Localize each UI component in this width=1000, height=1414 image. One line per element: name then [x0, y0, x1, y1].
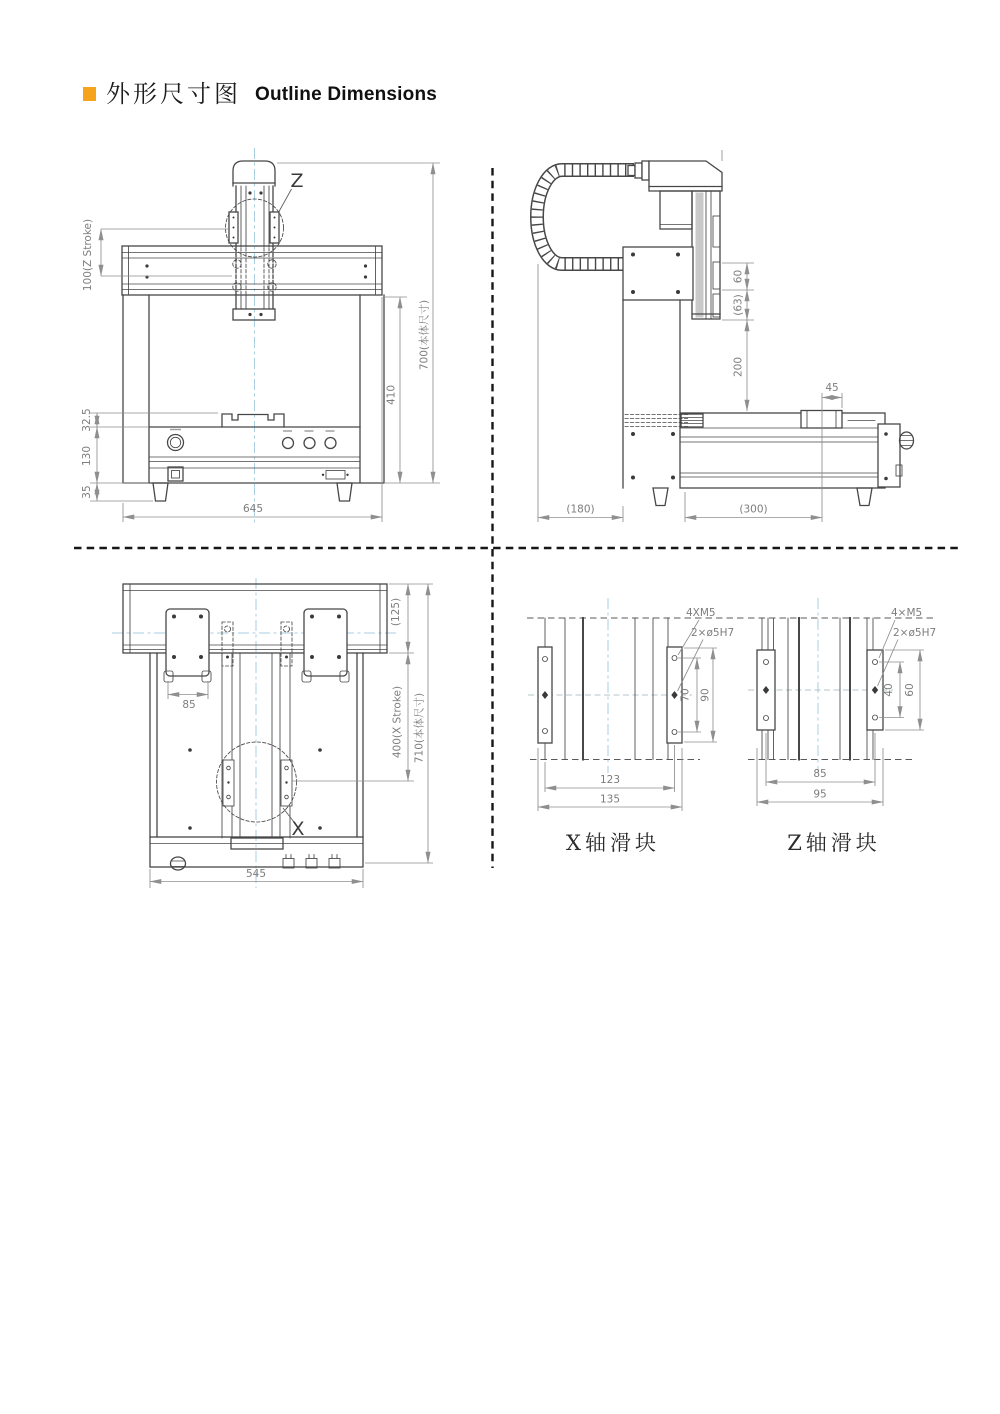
dim-85: 85	[182, 699, 196, 711]
dim-135: 135	[599, 793, 621, 806]
cable-chain	[537, 170, 634, 264]
dim-x-stroke: 400(X Stroke)	[391, 685, 404, 759]
dim-63: (63)	[732, 294, 745, 316]
z-block-rails	[757, 618, 883, 760]
z-block-callout-pin: 2×ø5H7	[893, 627, 937, 639]
x-block-phantom-lines	[527, 618, 745, 760]
front-panel-micro-labels	[170, 430, 335, 432]
dim-545: 545	[245, 868, 267, 880]
dim-70: 70	[679, 688, 692, 702]
dim-410: 410	[385, 384, 398, 406]
dim-130: 130	[81, 445, 93, 467]
dim-710-body: 710(本体尺寸)	[413, 692, 426, 764]
x-slider-block	[527, 598, 745, 855]
x-block-callout-m5: 4XM5	[686, 607, 716, 619]
dim-300: (300)	[739, 503, 768, 516]
z-block-callout-m5: 4×M5	[891, 607, 923, 619]
section-title-zh: 外形尺寸图	[106, 80, 241, 108]
z-block-dimensions	[757, 620, 924, 806]
dim-32-5: 32.5	[81, 408, 93, 432]
dim-95: 95	[813, 788, 827, 801]
side-dimensions	[538, 263, 842, 522]
z-slider-block	[748, 598, 936, 855]
side-machine-outline	[623, 161, 914, 506]
top-view	[112, 578, 433, 888]
front-view	[81, 148, 440, 524]
section-title-en: Outline Dimensions	[255, 84, 438, 105]
z-axis-label: Z	[290, 170, 304, 192]
dim-123: 123	[599, 774, 621, 786]
dim-45: 45	[825, 382, 839, 394]
top-machine-outline	[123, 584, 387, 870]
dim-60: 60	[732, 269, 745, 284]
quadrant-separators	[74, 168, 958, 868]
dim-40: 40	[883, 683, 895, 697]
dim-60-z: 60	[904, 683, 916, 697]
dim-700-body: 700(本体尺寸)	[418, 299, 431, 371]
dim-35: 35	[81, 485, 93, 499]
dim-85-z: 85	[813, 768, 827, 780]
dim-200: 200	[732, 356, 745, 378]
x-slider-caption: X轴滑块	[566, 831, 660, 855]
dim-125: (125)	[390, 597, 402, 627]
front-machine-outline	[122, 161, 384, 501]
dim-z-stroke: 100(Z Stroke)	[82, 218, 94, 292]
z-slider-caption: Z轴滑块	[787, 831, 881, 855]
x-block-callout-pin: 2×ø5H7	[691, 627, 735, 639]
x-axis-label: X	[291, 818, 305, 840]
x-block-rails	[538, 618, 682, 760]
dim-90: 90	[699, 688, 712, 702]
side-hidden-lines	[625, 415, 688, 427]
dim-645: 645	[242, 503, 264, 515]
dim-180: (180)	[566, 503, 595, 516]
side-view	[537, 150, 914, 522]
front-bolt-dots	[145, 191, 367, 476]
